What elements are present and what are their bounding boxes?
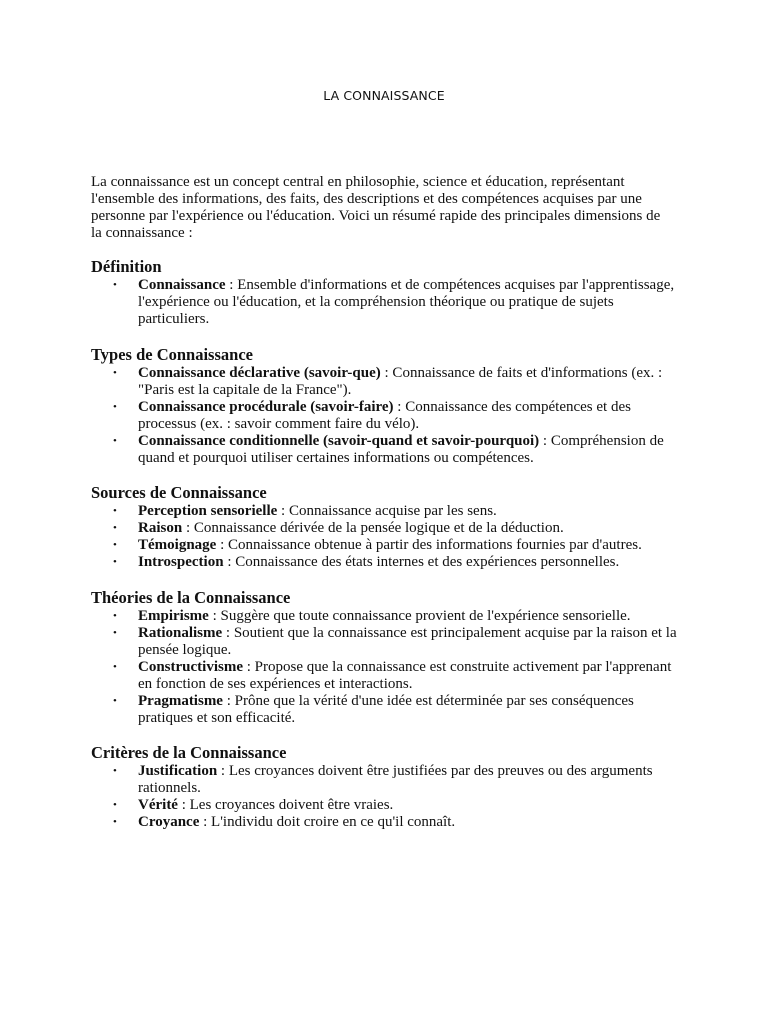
bullet-icon: • [113,695,117,707]
section-heading-criteria: Critères de la Connaissance [91,743,287,762]
list-item [91,554,681,571]
item-term: Connaissance [138,277,226,293]
section-heading-sources: Sources de Connaissance [91,483,267,502]
bullet-icon: • [113,816,117,828]
item-term: Pragmatisme [138,693,223,709]
item-term: Connaissance conditionnelle (savoir-quand et savoir-pourquoi) [138,433,540,449]
item-term: Perception sensorielle [138,503,278,519]
bullet-icon: • [113,556,117,568]
item-text: : Connaissance obtenue à partir des informations fournies par d'autres. [216,537,642,553]
bullet-icon: • [113,505,117,517]
item-text: : Connaissance acquise par les sens. [277,503,497,519]
bullet-icon: • [113,627,117,639]
item-term: Raison [138,520,183,536]
item-term: Introspection [138,554,224,570]
item-text: : Compréhension de quand et pourquoi utiliser certaines informations ou compétences. [138,433,664,466]
list-item [91,693,681,727]
item-text: : Connaissance de faits et d'informations (ex. : "Paris est la capitale de la France"). [138,365,663,398]
document-title: LA CONNAISSANCE [323,88,445,103]
item-term: Constructivisme [138,659,243,675]
item-text: : Connaissance dérivée de la pensée logique et de la déduction. [182,520,564,536]
item-text: : Les croyances doivent être justifiées par des preuves ou des arguments rationnels. [138,763,653,796]
section-heading-theories: Théories de la Connaissance [91,588,291,607]
item-text: : Soutient que la connaissance est principalement acquise par la raison et la pensée logique. [138,625,677,658]
list-item [91,659,681,693]
list-item [91,608,681,625]
bullet-icon: • [113,367,117,379]
item-term: Témoignage [138,537,217,553]
item-term: Justification [138,763,218,779]
item-term: Rationalisme [138,625,223,641]
bullet-icon: • [113,799,117,811]
list-item [91,814,681,831]
bullet-icon: • [113,539,117,551]
intro-paragraph: La connaissance est un concept central en philosophie, science et éducation, représentant l'ensemble des informations, des faits, des descriptions et des compétences acquises par une personne par l'expérience ou l'éducation. Voici un résumé rapide des principales dimensions de la connaissance : [91,174,661,241]
list-item [91,763,681,797]
item-text: : Ensemble d'informations et de compétences acquises par l'apprentissage, l'expérience ou l'éducation, et la compréhension théorique ou pratique de sujets particuliers. [138,277,675,327]
item-text: : L'individu doit croire en ce qu'il connaît. [199,814,456,830]
bullet-icon: • [113,279,117,291]
types-list [91,365,681,467]
document-body [91,174,681,831]
bullet-icon: • [113,765,117,777]
list-item [91,433,681,467]
bullet-icon: • [113,610,117,622]
bullet-icon: • [113,522,117,534]
list-item [91,797,681,814]
list-item [91,277,681,328]
list-item [91,503,681,520]
item-text: : Suggère que toute connaissance provient de l'expérience sensorielle. [208,608,631,624]
item-text: : Les croyances doivent être vraies. [177,797,394,813]
list-item [91,365,681,399]
item-term: Empirisme [138,608,209,624]
bullet-icon: • [113,401,117,413]
bullet-icon: • [113,661,117,673]
item-term: Connaissance procédurale (savoir-faire) [138,399,394,415]
criteria-list [91,763,681,831]
definition-list [91,277,681,328]
section-heading-definition: Définition [91,257,162,276]
bullet-icon: • [113,435,117,447]
item-term: Connaissance déclarative (savoir-que) [138,365,381,381]
item-text: : Propose que la connaissance est construite activement par l'apprenant en fonction de ses expériences et interactions. [138,659,672,692]
section-heading-types: Types de Connaissance [91,345,253,364]
list-item [91,537,681,554]
sources-list [91,503,681,571]
list-item [91,625,681,659]
item-term: Vérité [138,797,178,813]
item-text: : Connaissance des compétences et des processus (ex. : savoir comment faire du vélo). [138,399,631,432]
list-item [91,399,681,433]
item-term: Croyance [138,814,200,830]
list-item [91,520,681,537]
item-text: : Prône que la vérité d'une idée est déterminée par ses conséquences pratiques et son efficacité. [138,693,634,726]
item-text: : Connaissance des états internes et des expériences personnelles. [223,554,620,570]
theories-list [91,608,681,727]
